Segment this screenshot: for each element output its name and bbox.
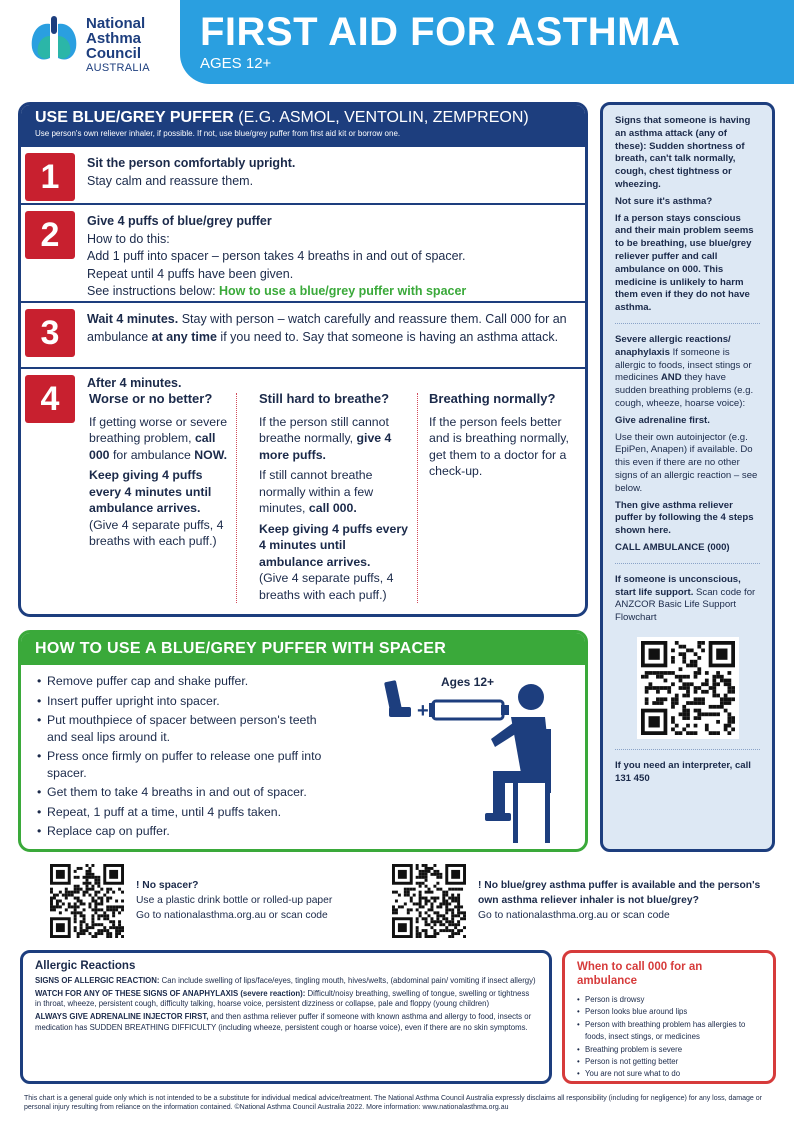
- divider: [615, 749, 760, 750]
- step-3: [21, 301, 585, 359]
- col-instruction: Keep giving 4 puffs every 4 minutes until ambulance arrives.: [89, 468, 212, 515]
- step-title: Sit the person comfortably upright.: [87, 156, 296, 170]
- qr-code-icon: [392, 864, 466, 938]
- list-item: • Get them to take 4 breaths in and out of spacer.: [37, 784, 337, 801]
- divider: [615, 563, 760, 564]
- side-reliever: Then give asthma reliever puffer by following the 4 steps shown here.: [615, 499, 754, 537]
- list-item: • Insert puffer upright into spacer.: [37, 693, 337, 710]
- qr-code-no-puffer[interactable]: [392, 864, 466, 938]
- allergic-heading: Allergic Reactions: [35, 960, 136, 972]
- list-item: • Press once firmly on puffer to release one puff into spacer.: [37, 748, 337, 781]
- org-line3: Council: [86, 45, 141, 62]
- step-text: How to do this:: [87, 231, 170, 246]
- org-line1: National: [86, 15, 146, 32]
- qr-code-icon: [641, 641, 735, 735]
- side-autoinjector: Use their own autoinjector (e.g. EpiPen, Anapen) if available. Do this even if there are no other signs of an allergic reaction – see below.: [615, 431, 758, 494]
- header-banner: [180, 0, 794, 84]
- person-using-spacer-icon: [381, 673, 571, 848]
- side-panel: [600, 102, 775, 852]
- divider: [615, 323, 760, 324]
- org-name: [86, 16, 150, 76]
- spacer-panel: [18, 630, 588, 852]
- list-item: • Remove puffer cap and shake puffer.: [37, 673, 337, 690]
- list-item: • Person looks blue around lips: [577, 1006, 761, 1018]
- step-text: Add 1 puff into spacer – person takes 4 breaths in and out of spacer.: [87, 249, 466, 263]
- side-adrenaline: Give adrenaline first.: [615, 414, 710, 426]
- list-item: • Replace cap on puffer.: [37, 823, 337, 840]
- steps-heading-bold: USE BLUE/GREY PUFFER: [35, 109, 234, 126]
- steps-header: [21, 105, 585, 145]
- list-item: • Put mouthpiece of spacer between person's teeth and seal lips around it.: [37, 712, 337, 745]
- org-line2: Asthma: [86, 30, 142, 47]
- step-1: [21, 145, 585, 203]
- spacer-heading: HOW TO USE A BLUE/GREY PUFFER WITH SPACER: [21, 633, 585, 665]
- step-number: 2: [25, 211, 75, 259]
- list-item: • Person is drowsy: [577, 994, 761, 1006]
- step-text: Repeat until 4 puffs have been given.: [87, 266, 294, 281]
- no-spacer-info: [136, 878, 366, 923]
- no-spacer-text: Use a plastic drink bottle or rolled-up paper: [136, 895, 333, 906]
- step-number: 4: [25, 375, 75, 423]
- step-title: After 4 minutes.: [87, 376, 182, 390]
- no-puffer-title: ! No blue/grey asthma puffer is available and the person's own asthma reliever inhaler is not blue/grey?: [478, 880, 761, 906]
- col-heading: Breathing normally?: [429, 391, 556, 406]
- call-heading: When to call 000 for an ambulance: [577, 961, 703, 987]
- step-4: [21, 367, 585, 617]
- divider: [417, 393, 418, 603]
- qr-code-life-support[interactable]: [637, 637, 739, 739]
- logo: [28, 14, 80, 66]
- divider: [236, 393, 237, 603]
- col-text: If the person feels better and is breathing normally, get them to a doctor for a check-up.: [429, 414, 569, 478]
- col-note: (Give 4 separate puffs, 4 breaths with each puff.): [89, 517, 224, 548]
- steps-heading-rest: (E.G. ASMOL, VENTOLIN, ZEMPREON): [233, 109, 529, 126]
- qr-code-icon: [50, 864, 124, 938]
- side-allergic: Severe allergic reactions/ anaphylaxis If someone is allergic to foods, insect stings or medicines AND they have sudden breathing problems (e.g. cough, wheeze, hoarse voice):: [615, 333, 754, 409]
- disclaimer: This chart is a general guide only which is not intended to be a substitute for individual medical advice/treatment. The National Asthma Council Australia expressly disclaims all responsibility (including for negligence) for any loss, damage or personal injury resulting from reliance on the information contained. ©National Asthma Council Australia 2022. More information: www.nationalasthma.org.au: [24, 1095, 762, 1111]
- side-not-sure-heading: Not sure it's asthma?: [615, 195, 713, 207]
- allergic-anaphylaxis: WATCH FOR ANY OF THESE SIGNS OF ANAPHYLAXIS (severe reaction): Difficult/noisy breathing, swelling of tongue, swelling or tightness in throat, wheeze, persistent cough, difficulty talking, hoarse voice, persistent dizziness or collapse, pale and floppy (young children): [35, 988, 530, 1009]
- step-2: [21, 203, 585, 301]
- list-item: • Person with breathing problem has allergies to foods, insect stings, or medicines: [577, 1019, 761, 1044]
- page-subtitle: AGES 12+: [200, 55, 272, 72]
- spacer-illustration: [381, 673, 571, 848]
- no-spacer-link[interactable]: Go to nationalasthma.org.au or scan code: [136, 910, 328, 921]
- col-breathing-normally: [429, 391, 569, 480]
- no-puffer-info: [478, 878, 778, 923]
- step-text: Stay calm and reassure them.: [87, 173, 254, 188]
- lungs-logo-icon: [28, 14, 80, 66]
- step-number: 1: [25, 153, 75, 201]
- spacer-instructions-link[interactable]: How to use a blue/grey puffer with spacer: [219, 284, 467, 298]
- step-title: Give 4 puffs of blue/grey puffer: [87, 214, 272, 228]
- col-still-hard: Still hard to breathe? If the person still cannot breathe normally, give 4 more puffs. If still cannot breathe normally within a few minutes, call 000. Keep giving 4 puffs every 4 minutes until ambulance arrives. (Give 4 separate puffs, 4 breaths with each puff.): [259, 391, 408, 602]
- list-item: • Repeat, 1 puff at a time, until 4 puffs taken.: [37, 804, 337, 821]
- allergic-reactions-panel: [20, 950, 552, 1084]
- col-heading: Still hard to breathe?: [259, 391, 390, 406]
- col-worse: Worse or no better? If getting worse or severe breathing problem, call 000 for ambulance NOW. Keep giving 4 puffs every 4 minutes until ambulance arrives. (Give 4 separate puffs, 4 breaths with each puff.): [89, 391, 228, 548]
- side-signs: Signs that someone is having an asthma attack (any of these): Sudden shortness of breath, can't talk normally, cough, chest tightness or wheezing.: [615, 115, 751, 190]
- steps-panel: [18, 102, 588, 617]
- step-text: See instructions below: How to use a blue/grey puffer with spacer: [87, 284, 467, 298]
- list-item: • Breathing problem is severe: [577, 1044, 761, 1056]
- side-interpreter: If you need an interpreter, call 131 450: [615, 759, 751, 784]
- allergic-adrenaline: ALWAYS GIVE ADRENALINE INJECTOR FIRST, and then asthma reliever puffer if someone with known asthma and allergy to food, insects or medication has SUDDEN BREATHING DIFFICULTY (including wheeze, persistent cough or hoarse voice), even if there are no skin symptoms.: [35, 1012, 532, 1032]
- steps-subheading: Use person's own reliever inhaler, if possible. If not, use blue/grey puffer from first aid kit or borrow one.: [35, 129, 401, 138]
- spacer-steps-list: [37, 673, 337, 843]
- side-call-ambulance: CALL AMBULANCE (000): [615, 541, 730, 553]
- svg-text:+: +: [417, 700, 429, 722]
- page-title: FIRST AID FOR ASTHMA: [200, 10, 681, 54]
- org-line4: AUSTRALIA: [86, 62, 150, 74]
- illustration-label: Ages 12+: [441, 675, 495, 689]
- steps-heading: [35, 109, 571, 127]
- col-heading: Worse or no better?: [89, 391, 213, 406]
- qr-code-no-spacer[interactable]: [50, 864, 124, 938]
- no-puffer-link[interactable]: Go to nationalasthma.org.au or scan code: [478, 910, 670, 921]
- side-unconscious: If someone is unconscious, start life support. Scan code for ANZCOR Basic Life Support Flowchart: [615, 573, 756, 624]
- call-000-panel: [562, 950, 776, 1084]
- col-instruction: Keep giving 4 puffs every 4 minutes until ambulance arrives.: [259, 521, 408, 569]
- side-not-sure-text: If a person stays conscious and their main problem seems to be breathing, use blue/grey reliever puffer and call ambulance on 000. This medicine is unlikely to harm them even if they do not have asthma.: [615, 212, 754, 314]
- list-item: • You are not sure what to do: [577, 1068, 761, 1080]
- call-reasons-list: [577, 994, 761, 1081]
- step-number: 3: [25, 309, 75, 357]
- no-spacer-title: ! No spacer?: [136, 880, 199, 891]
- allergic-signs: SIGNS OF ALLERGIC REACTION: Can include swelling of lips/face/eyes, tingling mouth, hives/welts, (abdominal pain/ vomiting if insect allergy): [35, 975, 536, 985]
- list-item: • Person is not getting better: [577, 1056, 761, 1068]
- step-text: Wait 4 minutes. Stay with person – watch carefully and reassure them. Call 000 for an ambulance at any time if you need to. Say that someone is having an asthma attack.: [87, 312, 567, 344]
- col-note: (Give 4 separate puffs, 4 breaths with each puff.): [259, 571, 394, 602]
